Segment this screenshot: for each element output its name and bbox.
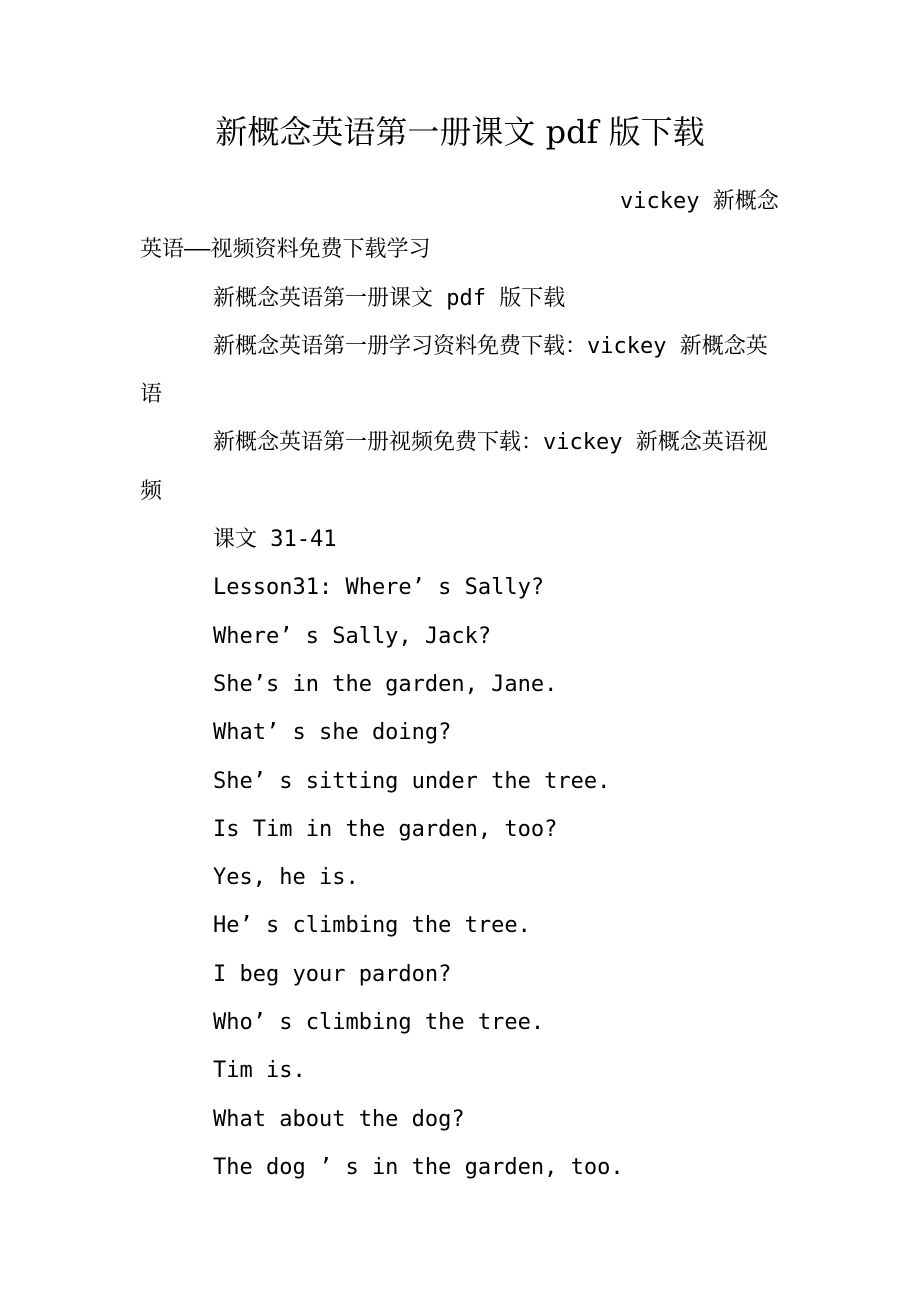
dialogue-line: She’s in the garden, Jane. [213,671,558,697]
paragraph-lesson-range: 课文 31-41 [213,527,337,553]
dialogue-line: He’ s climbing the tree. [213,913,531,939]
document-title: 新概念英语第一册课文 pdf 版下载 [215,113,705,151]
dialogue-line: She’ s sitting under the tree. [213,768,611,794]
paragraph-video-download: 新概念英语第一册视频免费下载：vickey 新概念英语视频 [140,430,768,504]
dialogue-line: What’ s she doing? [213,720,452,746]
author-line: vickey 新概念英语——视频资料免费下载学习 [140,189,779,263]
dialogue-line: Is Tim in the garden, too? [213,816,558,842]
paragraph-pdf-download: 新概念英语第一册课文 pdf 版下载 [213,285,566,311]
dialogue-line: Who’ s climbing the tree. [213,1010,545,1036]
dialogue-line: Tim is. [213,1058,306,1084]
lesson-heading: Lesson31: Where’ s Sally? [213,575,545,601]
dialogue-line: I beg your pardon? [213,961,452,987]
dialogue-line: Where’ s Sally, Jack? [213,623,492,649]
dialogue-line: The dog ’ s in the garden, too. [213,1154,624,1180]
dialogue-line: Yes, he is. [213,865,359,891]
dialogue-line: What about the dog? [213,1106,465,1132]
paragraph-study-materials: 新概念英语第一册学习资料免费下载：vickey 新概念英语 [140,333,768,408]
document-body [140,178,782,1192]
